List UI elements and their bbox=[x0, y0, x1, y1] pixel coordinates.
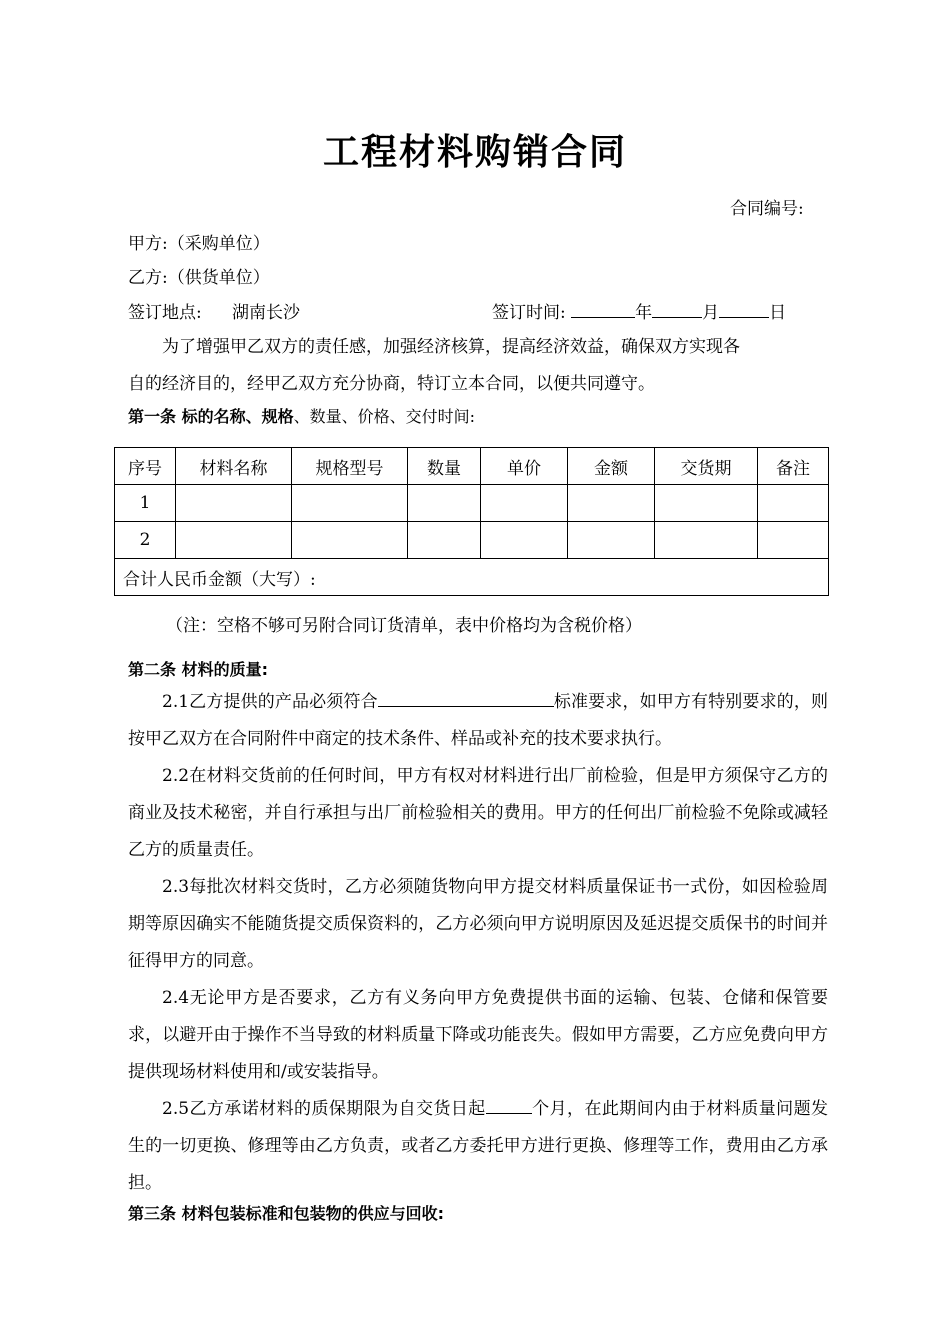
table-note: （注：空格不够可另附合同订货清单，表中价格均为含税价格） bbox=[166, 616, 642, 636]
sign-place-label: 签订地点: bbox=[128, 303, 202, 323]
cell-unit-price bbox=[481, 522, 568, 559]
cell-spec bbox=[292, 485, 408, 522]
cell-material-name bbox=[176, 522, 292, 559]
article-1-heading-bold: 第一条 标的名称、规格 bbox=[128, 407, 294, 426]
clause-2-3: 2.3每批次材料交货时，乙方必须随货物向甲方提交材料质量保证书一式份，如因检验周期等原因确实不能随货提交质保资料的，乙方必须向甲方说明原因及延迟提交质保书的时间并征得甲方的同意。 bbox=[128, 877, 828, 971]
cell-unit-price bbox=[481, 485, 568, 522]
sign-time bbox=[492, 298, 786, 323]
cell-delivery bbox=[655, 485, 758, 522]
header-amount: 金额 bbox=[568, 448, 655, 485]
party-b: 乙方:（供货单位） bbox=[128, 268, 270, 288]
cell-remarks bbox=[758, 485, 829, 522]
article-1-heading-rest: 、数量、价格、交付时间: bbox=[293, 407, 475, 426]
month-blank bbox=[652, 299, 702, 318]
cell-quantity bbox=[408, 522, 481, 559]
article-1-heading bbox=[128, 404, 475, 427]
table-row bbox=[115, 522, 829, 559]
row-index: 2 bbox=[115, 522, 176, 559]
header-unit-price: 单价 bbox=[481, 448, 568, 485]
clause-2-2: 2.2在材料交货前的任何时间，甲方有权对材料进行出厂前检验，但是甲方须保守乙方的商业及技术秘密，并自行承担与出厂前检验相关的费用。甲方的任何出厂前检验不免除或减轻乙方的质量责任。 bbox=[128, 766, 828, 860]
clause-2-1-end: 求的，则按甲乙双方在合同附件中商定的技术条件、样品或补充的技术要求执行。 bbox=[128, 692, 829, 749]
header-spec: 规格型号 bbox=[292, 448, 408, 485]
intro-line-1: 为了增强甲乙双方的责任感，加强经济核算，提高经济效益，确保双方实现各 bbox=[162, 337, 740, 357]
clause-2-5 bbox=[128, 1091, 828, 1202]
row-index: 1 bbox=[115, 485, 176, 522]
warranty-months-blank bbox=[486, 1095, 532, 1114]
cell-amount bbox=[568, 485, 655, 522]
cell-delivery bbox=[655, 522, 758, 559]
clause-2-1 bbox=[128, 684, 828, 758]
header-remarks: 备注 bbox=[758, 448, 829, 485]
header-quantity: 数量 bbox=[408, 448, 481, 485]
cell-spec bbox=[292, 522, 408, 559]
table-header-row bbox=[115, 448, 829, 485]
year-blank bbox=[571, 299, 635, 318]
clause-2-4: 2.4无论甲方是否要求，乙方有义务向甲方免费提供书面的运输、包装、仓储和保管要求，以避开由于操作不当导致的材料质量下降或功能丧失。假如甲方需要，乙方应免费向甲方提供现场材料使用和/或安装指导。 bbox=[128, 988, 828, 1082]
clause-2-5-end: 个月，在此期间内由于材料质量问题发生的一切更换、修理等由乙方负责，或者乙方委托甲方进行更换、修理等工作，费用由乙方承担。 bbox=[128, 1099, 828, 1193]
clause-2-1-start: 2.1乙方提供的产品必须符合 bbox=[162, 692, 378, 712]
materials-table bbox=[114, 447, 829, 596]
table-total-row bbox=[115, 559, 829, 596]
total-amount-label: 合计人民币金额（大写）: bbox=[115, 559, 829, 596]
contract-number-label: 合同编号: bbox=[730, 199, 804, 219]
article-3-heading: 第三条 材料包装标准和包装物的供应与回收: bbox=[128, 1204, 444, 1223]
party-a: 甲方:（采购单位） bbox=[128, 234, 270, 254]
header-index: 序号 bbox=[115, 448, 176, 485]
clause-2-5-start: 2.5乙方承诺材料的质保期限为自交货日起 bbox=[162, 1099, 486, 1119]
cell-material-name bbox=[176, 485, 292, 522]
contract-title: 工程材料购销合同 bbox=[322, 132, 627, 173]
article-2-body bbox=[128, 684, 828, 1202]
day-label: 日 bbox=[769, 303, 787, 323]
year-label: 年 bbox=[635, 303, 653, 323]
cell-quantity bbox=[408, 485, 481, 522]
cell-remarks bbox=[758, 522, 829, 559]
cell-amount bbox=[568, 522, 655, 559]
month-label: 月 bbox=[702, 303, 720, 323]
table-row bbox=[115, 485, 829, 522]
sign-place-value: 湖南长沙 bbox=[232, 303, 300, 323]
article-2-heading: 第二条 材料的质量: bbox=[128, 660, 268, 679]
day-blank bbox=[719, 299, 769, 318]
standard-blank bbox=[378, 688, 554, 707]
sign-time-label: 签订时间: bbox=[492, 303, 566, 323]
intro-line-2: 自的经济目的，经甲乙双方充分协商，特订立本合同，以便共同遵守。 bbox=[128, 374, 655, 394]
header-material-name: 材料名称 bbox=[176, 448, 292, 485]
header-delivery: 交货期 bbox=[655, 448, 758, 485]
clause-2-1-mid: 标准要求，如甲方有特别要 bbox=[553, 692, 760, 712]
